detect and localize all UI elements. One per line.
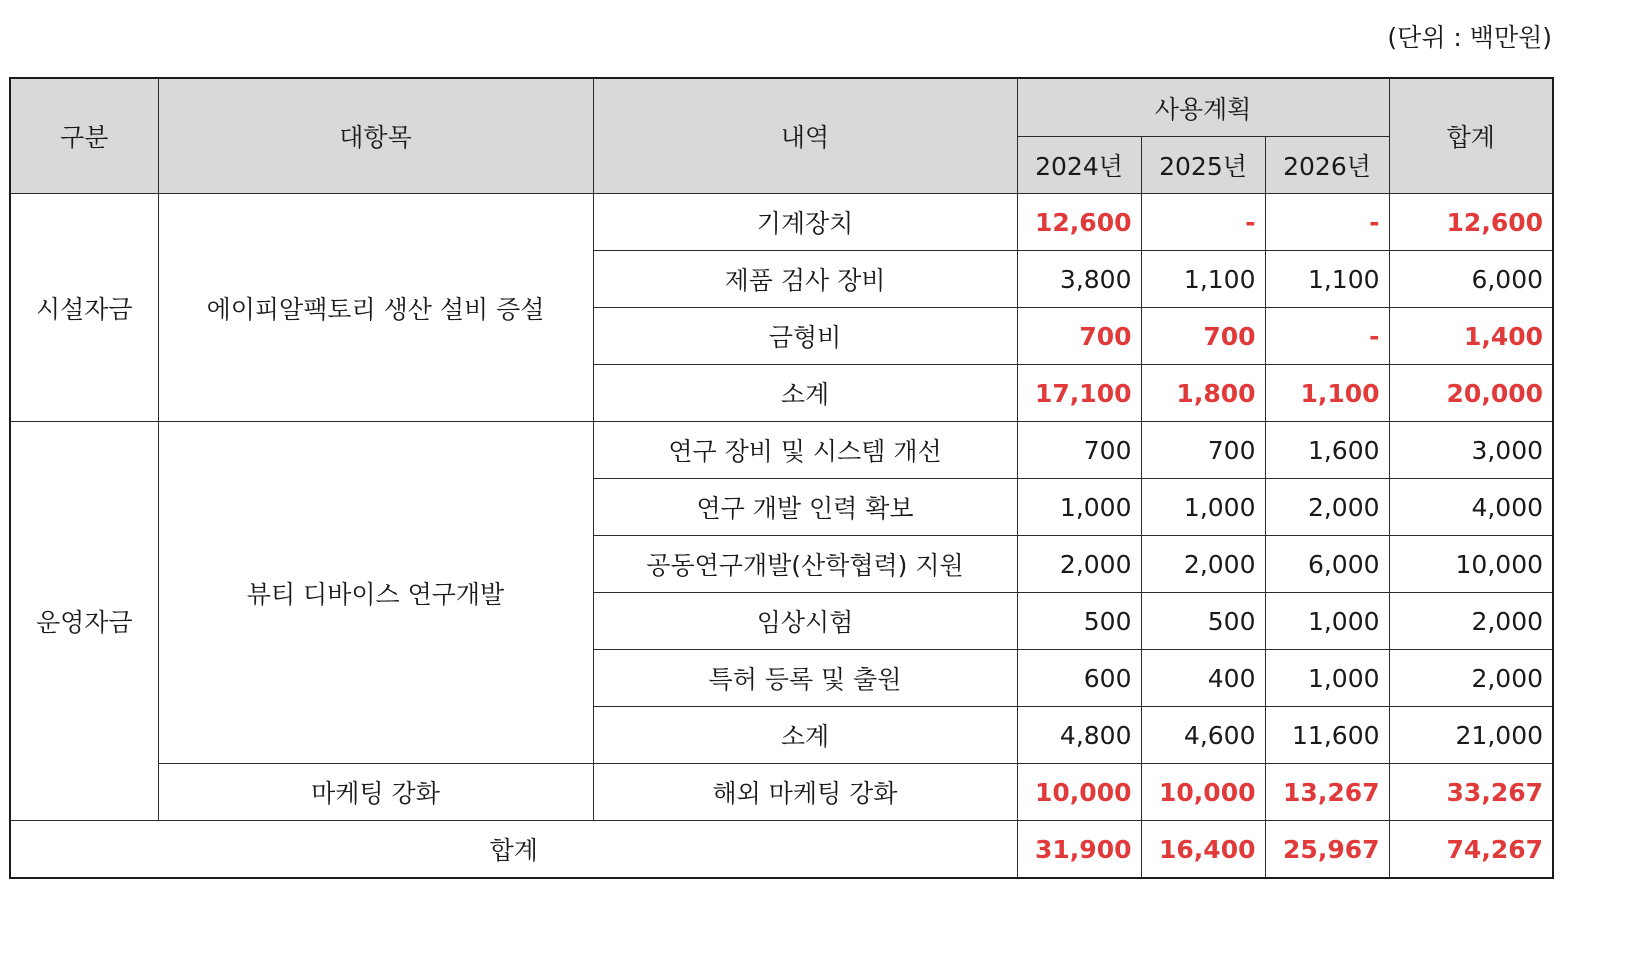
- value-cell: 31,900: [1017, 821, 1141, 879]
- value-cell: 1,600: [1265, 422, 1389, 479]
- header-details: 내역: [593, 78, 1017, 194]
- total-cell: 33,267: [1389, 764, 1553, 821]
- category-cell: 운영자금: [10, 422, 158, 821]
- total-cell: 74,267: [1389, 821, 1553, 879]
- value-cell: 600: [1017, 650, 1141, 707]
- value-cell: 1,100: [1265, 365, 1389, 422]
- value-cell: 25,967: [1265, 821, 1389, 879]
- value-cell: 3,800: [1017, 251, 1141, 308]
- detail-cell: 기계장치: [593, 194, 1017, 251]
- total-cell: 6,000: [1389, 251, 1553, 308]
- category-cell: 시설자금: [10, 194, 158, 422]
- value-cell: -: [1265, 308, 1389, 365]
- table-row: [10, 194, 1553, 251]
- total-cell: 21,000: [1389, 707, 1553, 764]
- value-cell: 700: [1017, 308, 1141, 365]
- value-cell: 10,000: [1017, 764, 1141, 821]
- major-item-cell: 에이피알팩토리 생산 설비 증설: [158, 194, 593, 422]
- table-row: [10, 422, 1553, 479]
- header-year-2025: 2025년: [1141, 137, 1265, 194]
- value-cell: 1,000: [1017, 479, 1141, 536]
- major-item-cell: 뷰티 디바이스 연구개발: [158, 422, 593, 764]
- value-cell: 16,400: [1141, 821, 1265, 879]
- detail-cell: 임상시험: [593, 593, 1017, 650]
- value-cell: 4,800: [1017, 707, 1141, 764]
- total-cell: 3,000: [1389, 422, 1553, 479]
- value-cell: 2,000: [1017, 536, 1141, 593]
- value-cell: 1,000: [1265, 650, 1389, 707]
- value-cell: 400: [1141, 650, 1265, 707]
- header-total: 합계: [1389, 78, 1553, 194]
- value-cell: 1,800: [1141, 365, 1265, 422]
- total-cell: 1,400: [1389, 308, 1553, 365]
- value-cell: 2,000: [1265, 479, 1389, 536]
- major-item-cell: 마케팅 강화: [158, 764, 593, 821]
- header-major-item: 대항목: [158, 78, 593, 194]
- detail-cell: 공동연구개발(산학협력) 지원: [593, 536, 1017, 593]
- detail-cell: 연구 개발 인력 확보: [593, 479, 1017, 536]
- value-cell: 13,267: [1265, 764, 1389, 821]
- value-cell: 1,100: [1141, 251, 1265, 308]
- value-cell: 2,000: [1141, 536, 1265, 593]
- value-cell: 500: [1017, 593, 1141, 650]
- value-cell: 11,600: [1265, 707, 1389, 764]
- header-category: 구분: [10, 78, 158, 194]
- value-cell: 12,600: [1017, 194, 1141, 251]
- unit-note: (단위 : 백만원): [1387, 23, 1552, 52]
- value-cell: 6,000: [1265, 536, 1389, 593]
- total-cell: 10,000: [1389, 536, 1553, 593]
- subtotal-label: 소계: [593, 707, 1017, 764]
- value-cell: 700: [1141, 308, 1265, 365]
- value-cell: -: [1265, 194, 1389, 251]
- total-cell: 2,000: [1389, 593, 1553, 650]
- header-year-2026: 2026년: [1265, 137, 1389, 194]
- grand-total-label: 합계: [10, 821, 1017, 879]
- grand-total-row: [10, 821, 1553, 879]
- value-cell: 17,100: [1017, 365, 1141, 422]
- detail-cell: 제품 검사 장비: [593, 251, 1017, 308]
- detail-cell: 해외 마케팅 강화: [593, 764, 1017, 821]
- value-cell: 1,000: [1265, 593, 1389, 650]
- value-cell: 700: [1141, 422, 1265, 479]
- value-cell: -: [1141, 194, 1265, 251]
- value-cell: 700: [1017, 422, 1141, 479]
- value-cell: 1,000: [1141, 479, 1265, 536]
- header-usage-plan: 사용계획: [1017, 78, 1389, 137]
- value-cell: 500: [1141, 593, 1265, 650]
- detail-cell: 연구 장비 및 시스템 개선: [593, 422, 1017, 479]
- value-cell: 1,100: [1265, 251, 1389, 308]
- subtotal-label: 소계: [593, 365, 1017, 422]
- total-cell: 20,000: [1389, 365, 1553, 422]
- table-row: [10, 764, 1553, 821]
- value-cell: 10,000: [1141, 764, 1265, 821]
- header-year-2024: 2024년: [1017, 137, 1141, 194]
- detail-cell: 금형비: [593, 308, 1017, 365]
- value-cell: 4,600: [1141, 707, 1265, 764]
- detail-cell: 특허 등록 및 출원: [593, 650, 1017, 707]
- total-cell: 12,600: [1389, 194, 1553, 251]
- total-cell: 4,000: [1389, 479, 1553, 536]
- fund-usage-table: [9, 77, 1554, 879]
- total-cell: 2,000: [1389, 650, 1553, 707]
